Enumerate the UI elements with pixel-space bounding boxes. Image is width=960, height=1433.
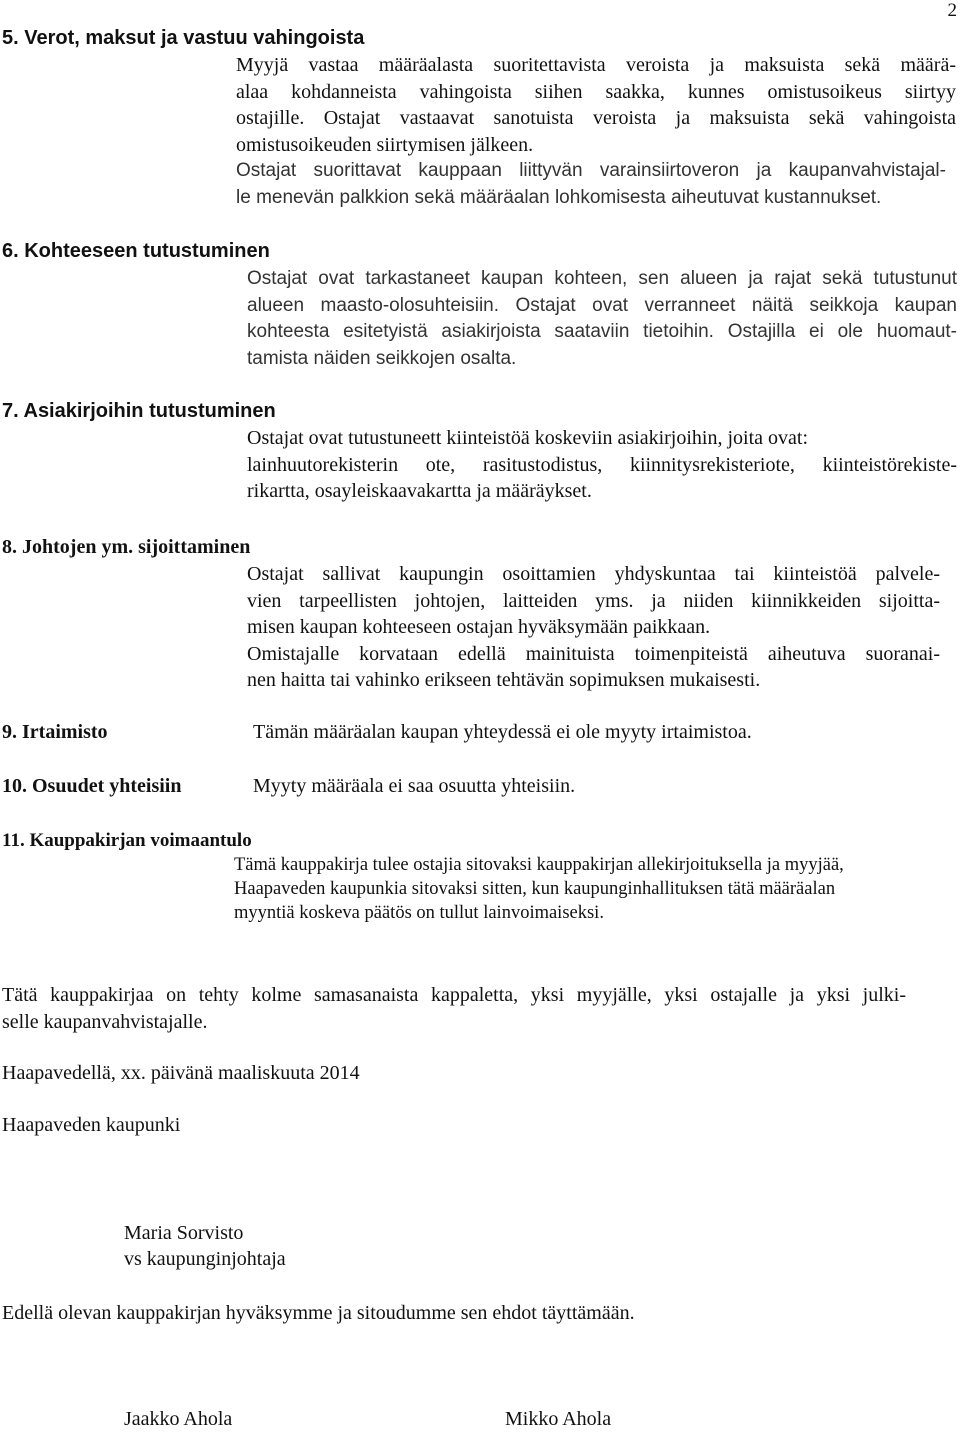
section-7-heading: 7. Asiakirjoihin tutustuminen	[2, 400, 276, 422]
text-line: Ostajat ovat tutustuneett kiinteistöä koskeviin asiakirjoihin, joita ovat:	[247, 427, 809, 449]
seller-name: Haapaveden kaupunki	[2, 1114, 181, 1136]
text-line: selle kaupanvahvistajalle.	[2, 1010, 208, 1033]
section-10-text: Myyty määräala ei saa osuutta yhteisiin.	[253, 775, 576, 797]
section-7-paragraph	[247, 425, 957, 505]
text-line: kohteesta esitetyistä asiakirjoista saataviin tietoihin. Ostajilla ei ole huomaut-	[247, 321, 957, 342]
section-11-heading: 11. Kauppakirjan voimaantulo	[2, 830, 252, 851]
section-5-paragraph-1	[236, 52, 956, 158]
text-line: Tämä kauppakirja tulee ostajia sitovaksi kauppakirjan allekirjoituksella ja myyjää,	[234, 855, 844, 875]
section-9-text: Tämän määräalan kaupan yhteydessä ei ole myyty irtaimistoa.	[253, 721, 752, 743]
text-line: Ostajat suorittavat kauppaan liittyvän varainsiirtoveron ja kaupanvahvistajal-	[236, 160, 946, 181]
buyer-1-name: Jaakko Ahola	[124, 1408, 233, 1430]
text-line: Ostajat ovat tarkastaneet kaupan kohteen, sen alueen ja rajat sekä tutustunut	[247, 268, 957, 289]
section-5-paragraph-2	[236, 158, 946, 211]
signer-name: Maria Sorvisto	[124, 1222, 244, 1244]
text-line: Tätä kauppakirjaa on tehty kolme samasanaista kappaletta, yksi myyjälle, yksi ostajalle ja yksi julki-	[2, 984, 906, 1006]
buyer-2-name: Mikko Ahola	[505, 1408, 612, 1430]
text-line: lainhuutorekisterin ote, rasitustodistus, kiinnitysrekisteriote, kiinteistörekiste-	[247, 453, 957, 476]
place-and-date: Haapavedellä, xx. päivänä maaliskuuta 2014	[2, 1062, 360, 1084]
text-line: omistusoikeuden siirtymisen jälkeen.	[236, 133, 534, 156]
section-6-paragraph	[247, 266, 957, 372]
copies-paragraph	[2, 982, 906, 1035]
text-line: nen haitta tai vahinko erikseen tehtävän sopimuksen mukaisesti.	[247, 669, 761, 691]
text-line: Haapaveden kaupunkia sitovaksi sitten, kun kaupunginhallituksen tätä määräalan	[234, 879, 836, 899]
text-line: Omistajalle korvataan edellä mainituista toimenpiteistä aiheutuva suoranai-	[247, 642, 940, 665]
section-8-heading: 8. Johtojen ym. sijoittaminen	[2, 536, 251, 558]
text-line: ostajille. Ostajat vastaavat sanotuista veroista ja maksuista sekä vahingoista	[236, 107, 956, 129]
text-line: Ostajat sallivat kaupungin osoittamien yhdyskuntaa tai kiinteistöä palvele-	[247, 563, 940, 585]
section-9-heading: 9. Irtaimisto	[2, 721, 108, 743]
section-6-heading: 6. Kohteeseen tutustuminen	[2, 240, 270, 262]
section-5-heading: 5. Verot, maksut ja vastuu vahingoista	[2, 27, 365, 49]
text-line: myyntiä koskeva päätös on tullut lainvoimaiseksi.	[234, 903, 604, 923]
section-11-paragraph	[234, 853, 844, 925]
text-line: rikartta, osayleiskaavakartta ja määräykset.	[247, 480, 592, 502]
text-line: alueen maasto-olosuhteisiin. Ostajat ovat verranneet näitä seikkoja kaupan	[247, 294, 957, 316]
text-line: Myyjä vastaa määräalasta suoritettavista veroista ja maksuista sekä määrä-	[236, 54, 956, 76]
text-line: vien tarpeellisten johtojen, laitteiden yms. ja niiden kiinnikkeiden sijoitta-	[247, 589, 940, 612]
acceptance-text: Edellä olevan kauppakirjan hyväksymme ja sitoudumme sen ehdot täyttämään.	[2, 1302, 635, 1324]
section-8-paragraph	[247, 561, 940, 694]
section-10-heading: 10. Osuudet yhteisiin	[2, 775, 182, 797]
text-line: tamista näiden seikkojen osalta.	[247, 347, 517, 369]
page-number: 2	[947, 0, 957, 21]
text-line: alaa kohdanneista vahingoista siihen saakka, kunnes omistusoikeus siirtyy	[236, 80, 956, 103]
signer-title: vs kaupunginjohtaja	[124, 1248, 286, 1270]
text-line: le menevän palkkion sekä määräalan lohkomisesta aiheutuvat kustannukset.	[236, 186, 882, 208]
text-line: misen kaupan kohteeseen ostajan hyväksymään paikkaan.	[247, 616, 711, 638]
